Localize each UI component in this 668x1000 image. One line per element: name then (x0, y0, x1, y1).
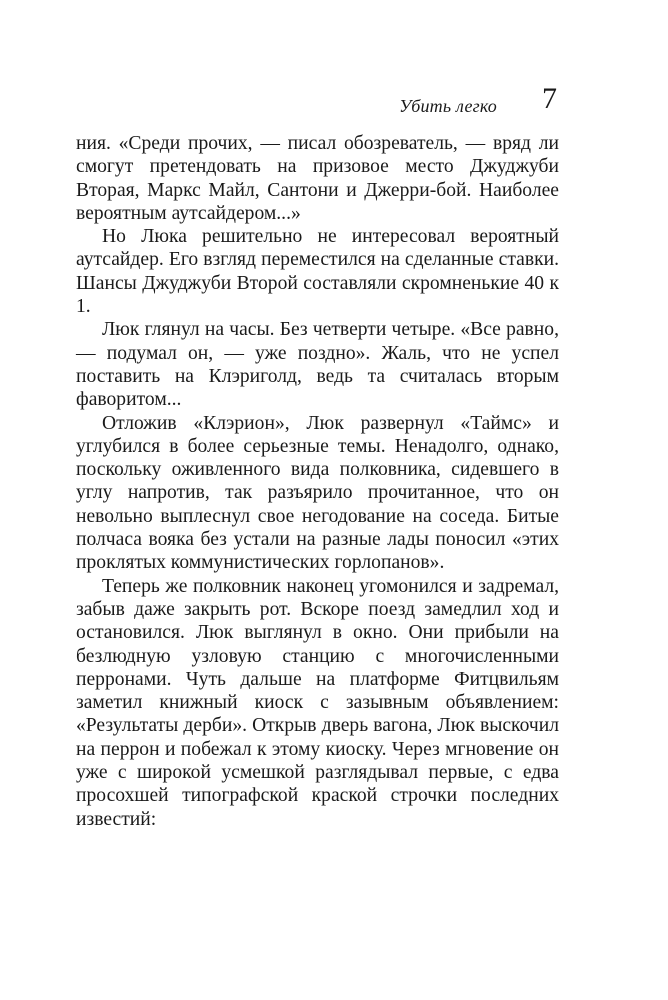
paragraph-1: ния. «Среди прочих, — писал обозреватель, — вряд ли смогут претендовать на призовое место Джуджуби Вторая, Маркс Майл, Сантони и Джерри-бой. Наиболее вероятным аутсайдером...» (76, 133, 559, 224)
paragraph-5: Теперь же полковник наконец угомонился и задремал, забыв даже закрыть рот. Вскоре поезд замедлил ход и остановился. Люк выглянул в окно. Они прибыли на безлюдную узловую станцию с многочисленными перронами. Чуть дальше на платформе Фитцвильям заметил книжный киоск с зазывным объявлением: «Результаты дерби». Открыв дверь вагона, Люк выскочил на перрон и побежал к этому киоску. Через мгновение он уже с широкой усмешкой разглядывал первые, с едва просохшей типографской краской строчки последних известий: (76, 575, 559, 830)
body-text (76, 132, 559, 831)
running-head (76, 84, 559, 124)
paragraph-4: Отложив «Клэрион», Люк развернул «Таймс» и углубился в более серьезные темы. Ненадолго, однако, поскольку оживленного вида полковника, сидевшего в углу напротив, так разъярило прочитанное, что он невольно выплеснул свое негодование на соседа. Битые полчаса вояка без устали на разные лады поносил «этих проклятых коммунистических горлопанов». (76, 412, 559, 574)
paragraph-2: Но Люка решительно не интересовал вероятный аутсайдер. Его взгляд переместился на сделанные ставки. Шансы Джуджуби Второй составляли скромненькие 40 к 1. (76, 226, 559, 318)
page-number: 7 (542, 82, 557, 115)
running-title: Убить легко (399, 96, 497, 116)
paragraph-3: Люк глянул на часы. Без четверти четыре. «Все равно, — подумал он, — уже поздно». Жаль, что не успел поставить на Клэриголд, ведь та считалась вторым фаворитом... (76, 319, 559, 411)
